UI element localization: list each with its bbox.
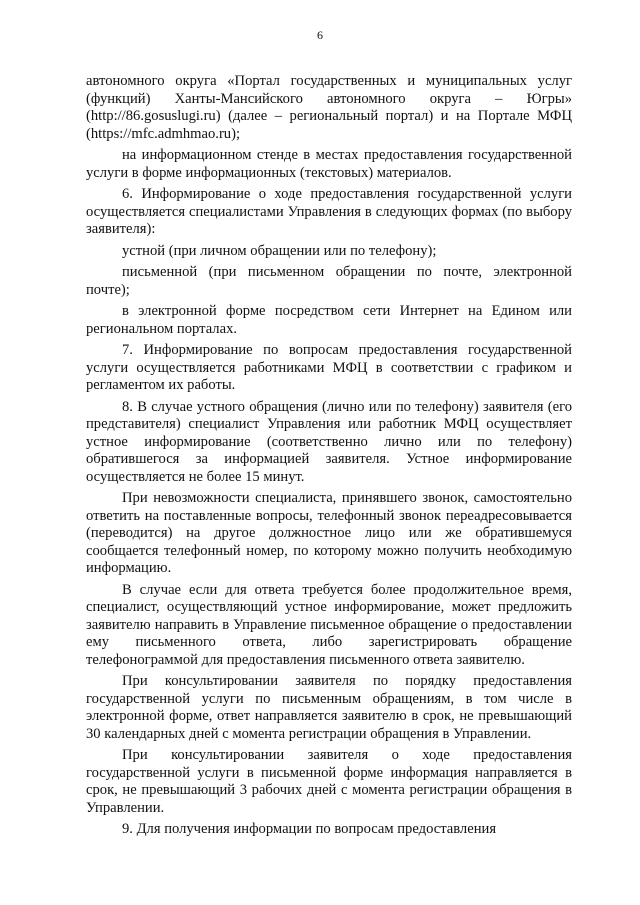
paragraph-5: письменной (при письменном обращении по почте, электронной почте); (86, 264, 572, 298)
page-number: 6 (317, 28, 323, 42)
paragraph-6: в электронной форме посредством сети Интернет на Едином или региональном порталах. (86, 303, 572, 337)
document-body (86, 73, 572, 839)
paragraph-11: При консультировании заявителя по порядку предоставления государственной услуги по письменным обращениям, в том числе в электронной форме, ответ направляется заявителю в срок, не превышающий 30 календарных дней с момента регистрации обращения в Управлении. (86, 673, 572, 742)
paragraph-2: на информационном стенде в местах предоставления государственной услуги в форме информационных (текстовых) материалов. (86, 147, 572, 181)
paragraph-9: При невозможности специалиста, принявшего звонок, самостоятельно ответить на поставленные вопросы, телефонный звонок переадресовывается (переводится) на другое должностное лицо или же обратившемуся сообщается телефонный номер, по которому можно получить необходимую информацию. (86, 490, 572, 576)
paragraph-10: В случае если для ответа требуется более продолжительное время, специалист, осуществляющий устное информирование, может предложить заявителю направить в Управление письменное обращение о предоставлении ему письменного ответа, либо зарегистрировать обращение телефонограммой для предоставления письменного ответа заявителю. (86, 581, 572, 668)
paragraph-3: 6. Информирование о ходе предоставления государственной услуги осуществляется специалистами Управления в следующих формах (по выбору заявителя): (86, 186, 572, 237)
paragraph-8: 8. В случае устного обращения (лично или по телефону) заявителя (его представителя) специалист Управления или работник МФЦ осуществляет устное информирование (соответственно лично или по телефону) обратившегося за информацией заявителя. Устное информирование осуществляется не более 15 минут. (86, 398, 572, 485)
paragraph-7: 7. Информирование по вопросам предоставления государственной услуги осуществляется работниками МФЦ в соответствии с графиком и регламентом их работы. (86, 342, 572, 393)
paragraph-4: устной (при личном обращении или по телефону); (122, 242, 437, 259)
paragraph-1: автономного округа «Портал государственных и муниципальных услуг (функций) Ханты-Мансийского автономного округа – Югры» (http://86.gosuslugi.ru) (далее – региональный портал) и на Портале МФЦ (https://mfc.admhmao.ru); (86, 73, 572, 142)
paragraph-12: При консультировании заявителя о ходе предоставления государственной услуги в письменной форме информация направляется в срок, не превышающий 3 рабочих дней с момента регистрации обращения в Управлении. (86, 747, 572, 816)
paragraph-13: 9. Для получения информации по вопросам предоставления (122, 821, 497, 837)
